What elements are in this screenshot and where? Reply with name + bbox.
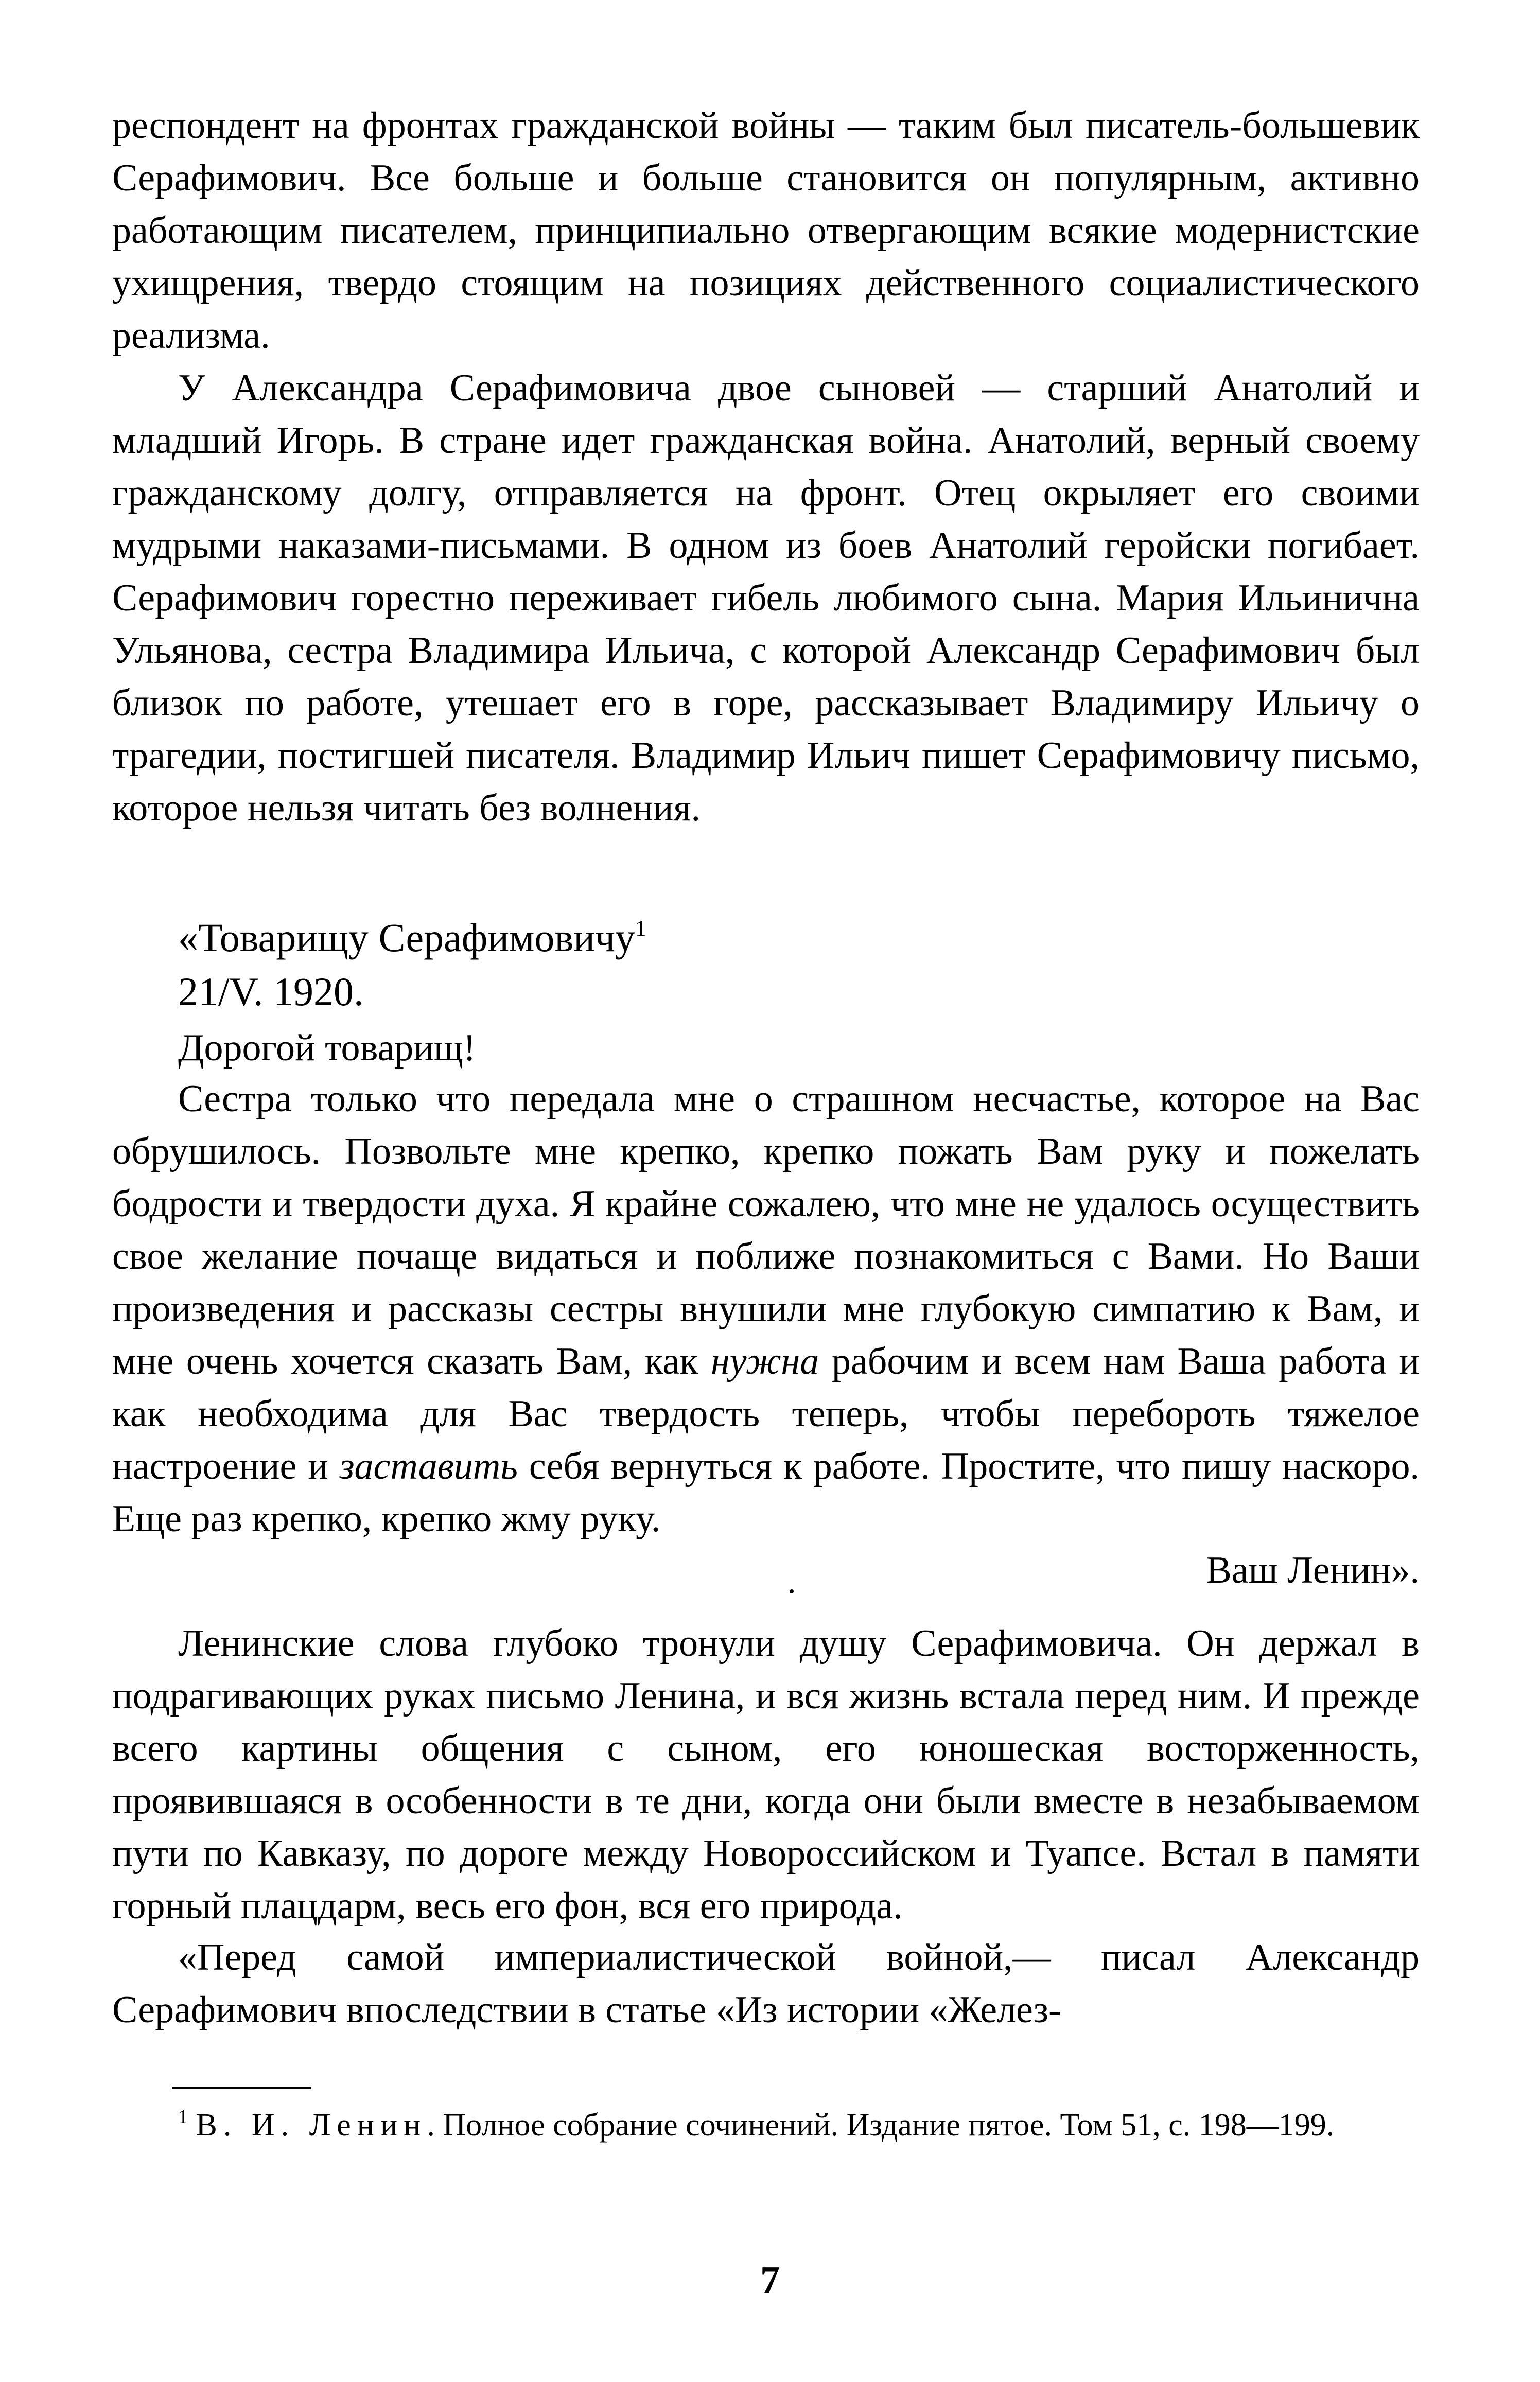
letter-date: 21/V. 1920. [178, 969, 364, 1014]
letter-greeting: Дорогой товарищ! [178, 1027, 476, 1069]
letter-body-text [112, 1073, 1420, 1545]
paragraph-text: У Александра Серафимовича двое сыновей — старший Анатолий и младший Игорь. В стране идет гражданская война. Анатолий, верный своему гражданскому долгу, отправляется на фронт. Отец окрыляет его своими мудрыми наказами-письмами. В одном из боев Анатолий геройски погибает. Серафимович горестно переживает гибель любимого сына. Мария Ильинична Ульянова, сестра Владимира Ильича, с которой Александр Серафимович был близок по работе, утешает его в горе, рассказывает Владимиру Ильичу о трагедии, постигшей писателя. Владимир Ильич пишет Серафимовичу письмо, которое нельзя читать без волнения. [112, 367, 1420, 829]
letter-body [112, 1073, 1420, 1545]
letter-signature: Ваш Ленин». [1206, 1549, 1420, 1591]
footnote-text [112, 2105, 1420, 2145]
letter-emphasis: заставить [339, 1445, 518, 1487]
letter-text-segment: себя вернуться к работе. Простите, что пишу наскоро. Еще раз крепко, крепко жму руку. [112, 1445, 1420, 1540]
letter-emphasis: нужна [710, 1340, 819, 1382]
paragraph-4 [112, 1931, 1420, 2036]
paragraph-text: респондент на фронтах гражданской войны — таким был писатель-большевик Серафимович. Все больше и больше становится он популярным, активно работающим писателем, принципиально отвергающим всякие модернистские ухищрения, твердо стоящим на позициях действенного социалистического реализма. [112, 104, 1420, 357]
page-number: 7 [760, 2258, 780, 2302]
letter-heading [178, 911, 646, 965]
footnote-marker: 1 [178, 2106, 188, 2128]
paragraph-3 [112, 1617, 1420, 1932]
paragraph-text: «Перед самой империалистической войной,— писал Александр Серафимович впоследствии в статье «Из истории «Желез- [112, 1936, 1420, 2031]
letter-text-segment: рабочим и всем нам Ваша работа и как необходима для Вас твердость теперь, чтобы перебороть тяжелое настроение и [112, 1340, 1420, 1487]
footnote-reference: 1 [635, 916, 647, 941]
paragraph-1 [112, 99, 1420, 362]
footnote-citation: . Полное собрание сочинений. Издание пятое. Том 51, с. 198—199. [427, 2108, 1335, 2143]
letter-text-segment: Сестра только что передала мне о страшном несчастье, которое на Вас обрушилось. Позвольте мне крепко, крепко пожать Вам руку и пожелать бодрости и твердости духа. Я крайне сожалею, что мне не удалось осуществить свое желание почаще видаться и поближе познакомиться с Вами. Но Ваши произведения и рассказы сестры внушили мне глубокую симпатию к Вам, и мне очень хочется сказать Вам, как [112, 1078, 1420, 1382]
footnote-author: В. И. Ленин [196, 2108, 427, 2143]
paragraph-2 [112, 362, 1420, 834]
footnote-divider [172, 2087, 311, 2089]
letter-addressee: «Товарищу Серафимовичу [178, 915, 636, 960]
footnote [112, 2105, 1420, 2145]
separator-dot [790, 1589, 794, 1593]
paragraph-text: Ленинские слова глубоко тронули душу Серафимовича. Он держал в подрагивающих руках письмо Ленина, и вся жизнь встала перед ним. И прежде всего картины общения с сыном, его юношеская восторженность, проявившаяся в особенности в те дни, когда они были вместе в незабываемом пути по Кавказу, по дороге между Новороссийском и Туапсе. Встал в памяти горный плацдарм, весь его фон, вся его природа. [112, 1622, 1420, 1927]
